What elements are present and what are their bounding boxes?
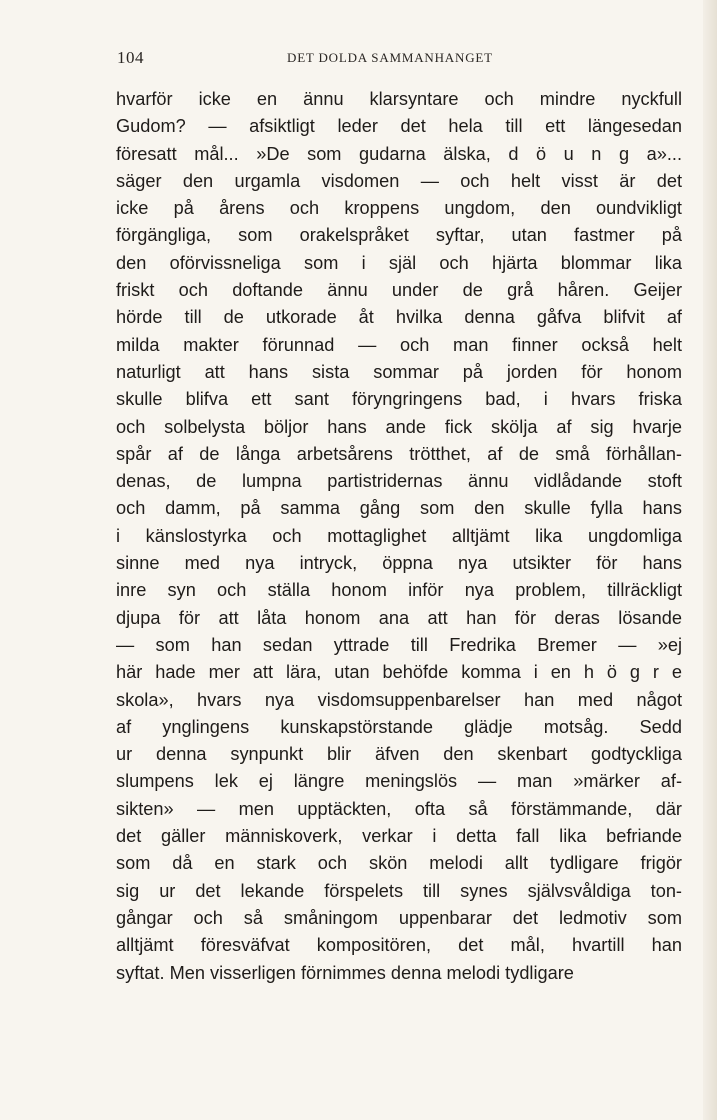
text-line: Gudom? — afsiktligt leder det hela till ett längesedan	[116, 116, 682, 137]
text-line: och damm, på samma gång som den skulle fylla hans	[116, 498, 682, 519]
text-line: och solbelysta böljor hans ande fick skölja af sig hvarje	[116, 416, 682, 437]
text-line: sinne med nya intryck, öppna nya utsikter för hans	[116, 553, 682, 574]
text-line: i känslostyrka och mottaglighet alltjämt lika ungdomliga	[116, 525, 682, 546]
text-line: milda makter förunnad — och man finner också helt	[116, 334, 682, 355]
text-line: syftat. Men visserligen förnimmes denna melodi tydligare	[116, 962, 574, 983]
text-line: det gäller människoverk, verkar i detta fall lika befriande	[116, 826, 682, 847]
text-line: alltjämt föresväfvat kompositören, det mål, hvartill han	[116, 935, 682, 956]
text-line: sig ur det lekande förspelets till synes självsvåldiga ton-	[116, 880, 682, 901]
text-line: — som han sedan yttrade till Fredrika Bremer — »ej	[116, 634, 682, 655]
text-line: icke på årens och kroppens ungdom, den oundvikligt	[116, 198, 682, 219]
text-line: som då en stark och skön melodi allt tydligare frigör	[116, 853, 682, 874]
text-line: hvarför icke en ännu klarsyntare och mindre nyckfull	[116, 89, 682, 109]
page-header	[117, 48, 517, 70]
text-line: den oförvissneliga som i själ och hjärta blommar lika	[116, 252, 682, 273]
body-text	[116, 86, 682, 987]
text-line: gångar och så småningom uppenbarar det ledmotiv som	[116, 907, 682, 928]
text-line: friskt och doftande ännu under de grå håren. Geijer	[116, 280, 682, 301]
text-line: sikten» — men upptäckten, ofta så förstämmande, där	[116, 798, 682, 819]
text-line: skola», hvars nya visdomsuppenbarelser han med något	[116, 689, 682, 710]
text-line: skulle blifva ett sant föryngringens bad, i hvars friska	[116, 389, 682, 410]
text-line: inre syn och ställa honom inför nya problem, tillräckligt	[116, 580, 682, 601]
text-line: föresatt mål... »De som gudarna älska, d ö u n g a»...	[116, 143, 682, 164]
text-line: hörde till de utkorade åt hvilka denna gåfva blifvit af	[116, 307, 682, 328]
running-head: DET DOLDA SAMMANHANGET	[287, 50, 493, 65]
text-line: af ynglingens kunskapstörstande glädje motsåg. Sedd	[116, 716, 682, 737]
text-line: slumpens lek ej längre meningslös — man »märker af-	[116, 771, 682, 792]
text-line: förgängliga, som orakelspråket syftar, utan fastmer på	[116, 225, 682, 246]
text-line: här hade mer att lära, utan behöfde komma i en h ö g r e	[116, 662, 682, 683]
text-line: naturligt att hans sista sommar på jorden för honom	[116, 361, 682, 382]
text-line: ur denna synpunkt blir äfven den skenbart godtyckliga	[116, 744, 682, 765]
page-number: 104	[117, 48, 144, 67]
text-line: djupa för att låta honom ana att han för deras lösande	[116, 607, 682, 628]
page-edge	[703, 0, 717, 1120]
text-line: säger den urgamla visdomen — och helt visst är det	[116, 170, 682, 191]
text-line: denas, de lumpna partistridernas ännu vidlådande stoft	[116, 471, 682, 492]
text-line: spår af de långa arbetsårens trötthet, af de små förhållan-	[116, 443, 682, 464]
